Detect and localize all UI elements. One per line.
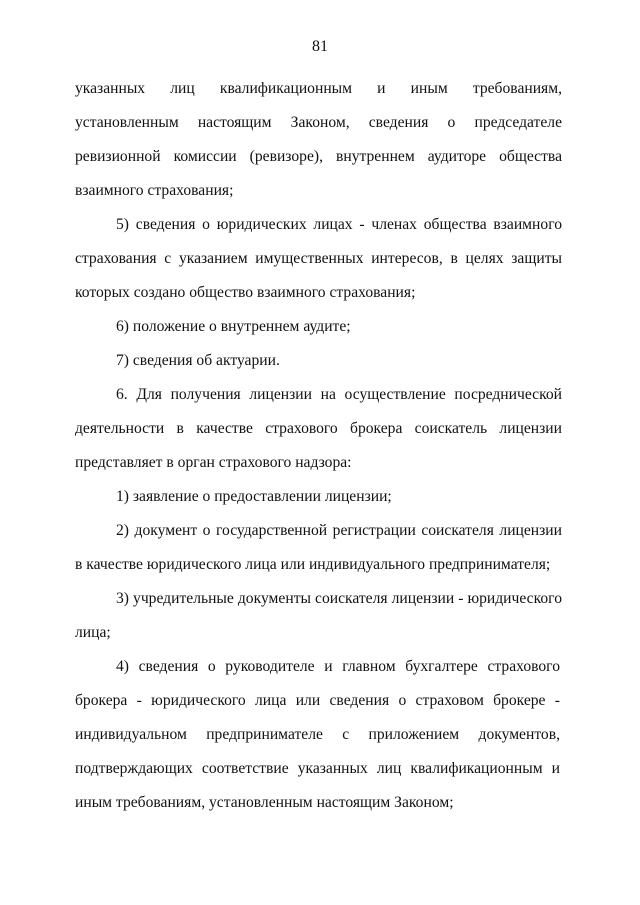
paragraph-item-3: 3) учредительные документы соискателя лицензии - юридического лица; xyxy=(75,590,562,641)
paragraph-item-6: 6) положение о внутреннем аудите; xyxy=(116,318,351,335)
paragraph-item-4: 4) сведения о руководителе и главном бухгалтере страхового брокера - юридического лица или сведения о страховом брокере - индивидуальном предпринимателе с приложением документов, подтверждающих соответствие указанных лиц квалификационным и иным требованиям, установленным настоящим Законом; xyxy=(75,658,560,811)
page-number: 81 xyxy=(312,38,328,55)
paragraph-item-5: 5) сведения о юридических лицах - членах общества взаимного страхования с указанием имущественных интересов, в целях защиты которых создано общество взаимного страхования; xyxy=(75,216,562,301)
document-body xyxy=(75,72,562,820)
paragraph-item-7: 7) сведения об актуарии. xyxy=(116,352,280,369)
paragraph-section-6: 6. Для получения лицензии на осуществление посреднической деятельности в качестве страхового брокера соискатель лицензии представляет в орган страхового надзора: xyxy=(75,386,562,471)
paragraph-item-1: 1) заявление о предоставлении лицензии; xyxy=(116,488,392,505)
paragraph-item-2: 2) документ о государственной регистрации соискателя лицензии в качестве юридического лица или индивидуального предпринимателя; xyxy=(75,522,562,573)
paragraph-continuation: указанных лиц квалификационным и иным требованиям, установленным настоящим Законом, сведения о председателе ревизионной комиссии (ревизоре), внутреннем аудиторе общества взаимного страхования; xyxy=(75,80,562,199)
